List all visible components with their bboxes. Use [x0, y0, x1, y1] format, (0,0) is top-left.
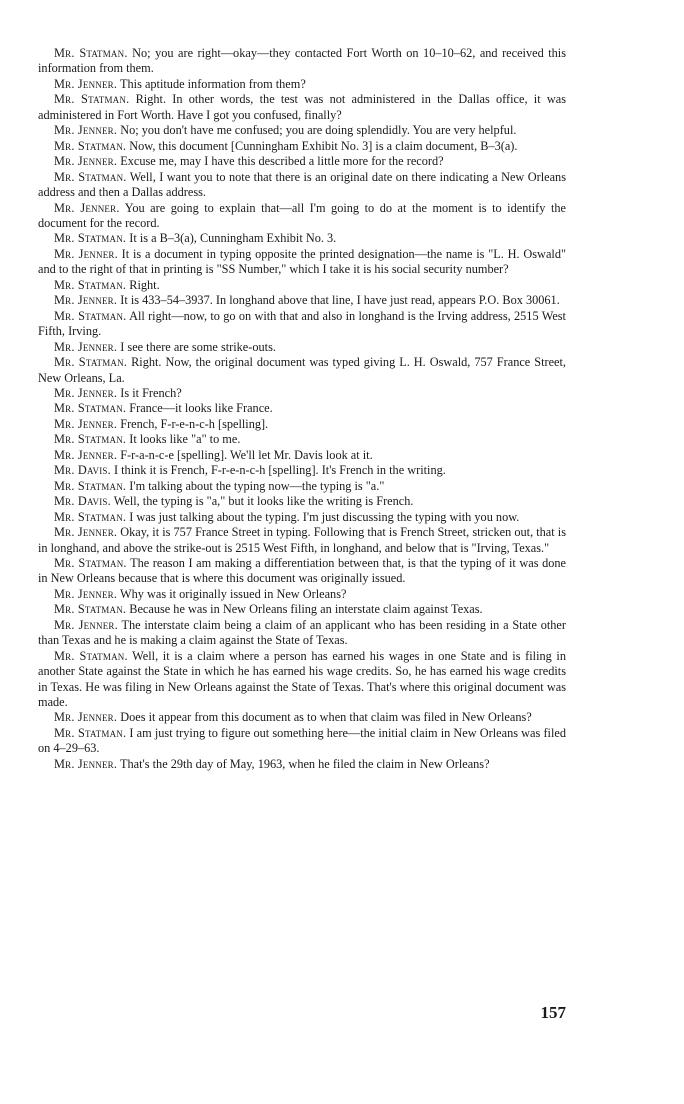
- speaker-name: Mr. Statman.: [54, 725, 127, 740]
- transcript-paragraph: [38, 139, 566, 154]
- transcript-paragraph: [38, 386, 566, 401]
- statement-text: No; you don't have me confused; you are doing splendidly. You are very helpful.: [120, 123, 517, 138]
- transcript-paragraph: [38, 757, 566, 772]
- statement-text: The interstate claim being a claim of an applicant who has been residing in a State other than Texas and he is making a claim against the State of Texas.: [38, 617, 566, 648]
- speaker-name: Mr. Statman.: [54, 355, 128, 370]
- speaker-name: Mr. Statman.: [54, 92, 130, 107]
- transcript-paragraph: [38, 231, 566, 246]
- speaker-name: Mr. Statman.: [54, 478, 127, 493]
- statement-text: I think it is French, F-r-e-n-c-h [spelling]. It's French in the writing.: [113, 463, 446, 478]
- transcript-paragraph: [38, 77, 566, 92]
- transcript-paragraph: [38, 123, 566, 138]
- statement-text: Now, this document [Cunningham Exhibit No. 3] is a claim document, B–3(a).: [129, 138, 518, 153]
- speaker-name: Mr. Jenner.: [54, 293, 118, 308]
- statement-text: No; you are right—okay—they contacted Fort Worth on 10–10–62, and received this information from them.: [38, 46, 566, 76]
- speaker-name: Mr. Statman.: [54, 138, 127, 153]
- transcript-paragraph: [38, 556, 566, 587]
- statement-text: I see there are some strike-outs.: [120, 339, 276, 354]
- statement-text: Well, the typing is "a," but it looks like the writing is French.: [113, 494, 414, 509]
- page-number: 157: [540, 1003, 566, 1022]
- speaker-name: Mr. Jenner.: [54, 385, 118, 400]
- speaker-name: Mr. Statman.: [54, 46, 128, 60]
- speaker-name: Mr. Jenner.: [54, 339, 118, 354]
- speaker-name: Mr. Jenner.: [54, 76, 118, 91]
- transcript-paragraph: [38, 340, 566, 355]
- transcript-paragraph: [38, 355, 566, 386]
- statement-text: You are going to explain that—all I'm going to do at the moment is to identify the document for the record.: [38, 200, 566, 230]
- statement-text: Excuse me, may I have this described a little more for the record?: [120, 154, 444, 169]
- statement-text: Because he was in New Orleans filing an interstate claim against Texas.: [129, 602, 483, 617]
- speaker-name: Mr. Jenner.: [54, 525, 118, 540]
- speaker-name: Mr. Statman.: [54, 509, 127, 524]
- speaker-name: Mr. Jenner.: [54, 586, 118, 601]
- speaker-name: Mr. Statman.: [54, 648, 128, 663]
- speaker-name: Mr. Statman.: [54, 401, 127, 416]
- statement-text: Okay, it is 757 France Street in typing. Following that is French Street, stricken out, that is in longhand, and above the strike-out is 2515 West Fifth, in longhand, and below that is "Irving, Texas.": [38, 525, 566, 555]
- statement-text: Is it French?: [120, 385, 182, 400]
- transcript-paragraph: [38, 649, 566, 711]
- transcript-paragraph: [38, 448, 566, 463]
- statement-text: Does it appear from this document as to when that claim was filed in New Orleans?: [120, 710, 532, 725]
- transcript-paragraph: [38, 510, 566, 525]
- speaker-name: Mr. Davis.: [54, 463, 111, 478]
- speaker-name: Mr. Statman.: [54, 169, 127, 184]
- transcript-paragraph: [38, 170, 566, 201]
- statement-text: I was just talking about the typing. I'm just discussing the typing with you now.: [129, 509, 520, 524]
- transcript-paragraph: [38, 587, 566, 602]
- statement-text: I am just trying to figure out something here—the initial claim in New Orleans was filed on 4–29–63.: [38, 725, 566, 756]
- statement-text: Well, it is a claim where a person has earned his wages in one State and is filing in another State against the State in which he has earned his wage credits. So, he has earned his wage credits in Texas. He was filing in New Orleans against the State of Texas. That's where this original document was made.: [38, 648, 566, 710]
- statement-text: French, F-r-e-n-c-h [spelling].: [120, 416, 269, 431]
- statement-text: That's the 29th day of May, 1963, when he filed the claim in New Orleans?: [120, 756, 490, 771]
- statement-text: All right—now, to go on with that and also in longhand is the Irving address, 2515 West Fifth, Irving.: [38, 308, 566, 339]
- transcript-paragraph: [38, 432, 566, 447]
- transcript-paragraph: [38, 602, 566, 617]
- transcript-paragraph: [38, 247, 566, 278]
- speaker-name: Mr. Jenner.: [54, 447, 118, 462]
- transcript-paragraph: [38, 401, 566, 416]
- statement-text: F-r-a-n-c-e [spelling]. We'll let Mr. Davis look at it.: [120, 447, 373, 462]
- speaker-name: Mr. Statman.: [54, 277, 127, 292]
- transcript-paragraph: [38, 92, 566, 123]
- transcript-body: [38, 46, 566, 772]
- transcript-paragraph: [38, 46, 566, 77]
- speaker-name: Mr. Jenner.: [54, 123, 118, 138]
- transcript-paragraph: [38, 710, 566, 725]
- transcript-paragraph: [38, 494, 566, 509]
- speaker-name: Mr. Jenner.: [54, 416, 118, 431]
- statement-text: I'm talking about the typing now—the typing is "a.": [129, 478, 385, 493]
- transcript-paragraph: [38, 618, 566, 649]
- transcript-paragraph: [38, 201, 566, 232]
- speaker-name: Mr. Jenner.: [54, 617, 118, 632]
- statement-text: Why was it originally issued in New Orleans?: [120, 586, 347, 601]
- speaker-name: Mr. Jenner.: [54, 246, 118, 261]
- speaker-name: Mr. Jenner.: [54, 756, 118, 771]
- transcript-paragraph: [38, 726, 566, 757]
- statement-text: It looks like "a" to me.: [129, 432, 241, 447]
- statement-text: Right.: [129, 277, 160, 292]
- statement-text: It is 433–54–3937. In longhand above that line, I have just read, appears P.O. Box 30061.: [120, 293, 560, 308]
- statement-text: It is a document in typing opposite the printed designation—the name is "L. H. Oswald" and to the right of that in printing is "SS Number," which I take it is his social security number?: [38, 246, 566, 277]
- speaker-name: Mr. Statman.: [54, 432, 127, 447]
- statement-text: Right. In other words, the test was not administered in the Dallas office, it was administered in Fort Worth. Have I got you confused, finally?: [38, 92, 566, 122]
- transcript-paragraph: [38, 479, 566, 494]
- statement-text: Right. Now, the original document was typed giving L. H. Oswald, 757 France Street, New Orleans, La.: [38, 355, 566, 385]
- speaker-name: Mr. Jenner.: [54, 154, 118, 169]
- transcript-paragraph: [38, 463, 566, 478]
- speaker-name: Mr. Statman.: [54, 231, 127, 246]
- speaker-name: Mr. Statman.: [54, 602, 127, 617]
- transcript-paragraph: [38, 525, 566, 556]
- statement-text: Well, I want you to note that there is an original date on there indicating a New Orleans address and then a Dallas address.: [38, 169, 566, 200]
- statement-text: The reason I am making a differentiation between that, is that the typing of it was done in New Orleans because that is where this document was originally issued.: [38, 555, 566, 586]
- transcript-paragraph: [38, 417, 566, 432]
- statement-text: This aptitude information from them?: [120, 76, 306, 91]
- transcript-paragraph: [38, 278, 566, 293]
- transcript-paragraph: [38, 154, 566, 169]
- speaker-name: Mr. Jenner.: [54, 710, 118, 725]
- transcript-paragraph: [38, 309, 566, 340]
- statement-text: It is a B–3(a), Cunningham Exhibit No. 3.: [129, 231, 337, 246]
- transcript-paragraph: [38, 293, 566, 308]
- speaker-name: Mr. Statman.: [54, 555, 127, 570]
- speaker-name: Mr. Davis.: [54, 494, 111, 509]
- statement-text: France—it looks like France.: [129, 401, 273, 416]
- speaker-name: Mr. Jenner.: [54, 200, 120, 215]
- speaker-name: Mr. Statman.: [54, 308, 127, 323]
